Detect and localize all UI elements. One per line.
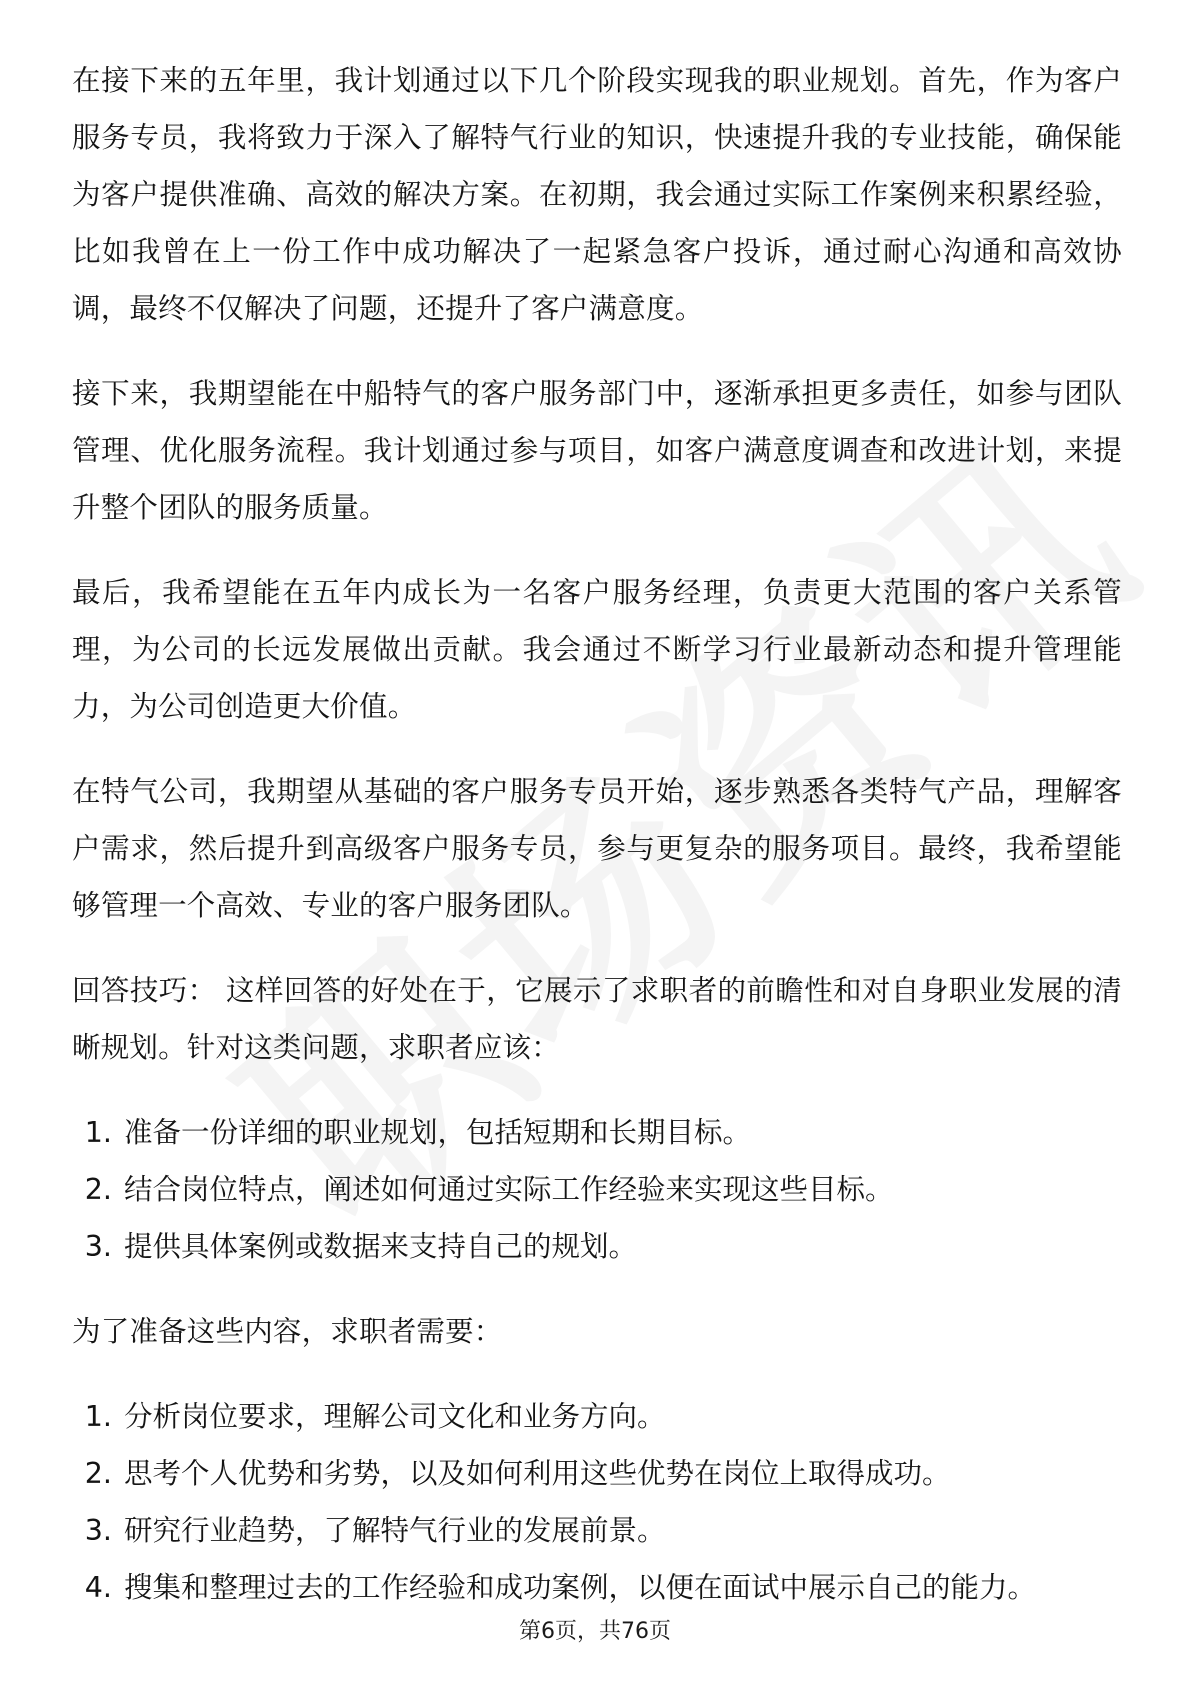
paragraph-1: 在接下来的五年里，我计划通过以下几个阶段实现我的职业规划。首先，作为客户服务专员，我将致力于深入了解特气行业的知识，快速提升我的专业技能，确保能为客户提供准确、高效的解决方案。在初期，我会通过实际工作案例来积累经验，比如我曾在上一份工作中成功解决了一起紧急客户投诉，通过耐心沟通和高效协调，最终不仅解决了问题，还提升了客户满意度。 bbox=[72, 64, 1122, 325]
answer-tips-paragraph: 回答技巧： 这样回答的好处在于，它展示了求职者的前瞻性和对自身职业发展的清晰规划。针对这类问题，求职者应该： bbox=[72, 974, 1122, 1064]
list-item-text: 提供具体案例或数据来支持自己的规划。 bbox=[124, 1230, 638, 1263]
page-number-footer: 第6页，共76页 bbox=[519, 1619, 671, 1644]
list-item-text: 结合岗位特点，阐述如何通过实际工作经验来实现这些目标。 bbox=[124, 1173, 894, 1206]
list-item bbox=[72, 1559, 1122, 1616]
list-item-text: 分析岗位要求，理解公司文化和业务方向。 bbox=[124, 1400, 666, 1433]
paragraph-2: 接下来，我期望能在中船特气的客户服务部门中，逐渐承担更多责任，如参与团队管理、优化服务流程。我计划通过参与项目，如客户满意度调查和改进计划，来提升整个团队的服务质量。 bbox=[72, 377, 1122, 524]
document-body bbox=[72, 52, 1122, 1644]
list-item-text: 搜集和整理过去的工作经验和成功案例，以便在面试中展示自己的能力。 bbox=[124, 1571, 1037, 1604]
paragraph-3: 最后，我希望能在五年内成长为一名客户服务经理，负责更大范围的客户关系管理，为公司的长远发展做出贡献。我会通过不断学习行业最新动态和提升管理能力，为公司创造更大价值。 bbox=[72, 576, 1122, 723]
list-number: 4. bbox=[84, 1571, 112, 1604]
list-item-text: 思考个人优势和劣势，以及如何利用这些优势在岗位上取得成功。 bbox=[124, 1457, 951, 1490]
list-item bbox=[72, 1218, 1122, 1275]
list-item bbox=[72, 1388, 1122, 1445]
list-item bbox=[72, 1445, 1122, 1502]
preparation-list bbox=[72, 1388, 1122, 1616]
list-item bbox=[72, 1161, 1122, 1218]
list-item-text: 研究行业趋势，了解特气行业的发展前景。 bbox=[124, 1514, 666, 1547]
tips-list bbox=[72, 1104, 1122, 1275]
list-number: 3. bbox=[84, 1514, 112, 1547]
list-number: 2. bbox=[84, 1457, 112, 1490]
paragraph-4: 在特气公司，我期望从基础的客户服务专员开始，逐步熟悉各类特气产品，理解客户需求，然后提升到高级客户服务专员，参与更复杂的服务项目。最终，我希望能够管理一个高效、专业的客户服务团队。 bbox=[72, 775, 1122, 922]
list-number: 3. bbox=[84, 1230, 112, 1263]
list-item bbox=[72, 1104, 1122, 1161]
preparation-intro: 为了准备这些内容，求职者需要： bbox=[72, 1315, 503, 1348]
list-number: 1. bbox=[84, 1400, 112, 1433]
list-item-text: 准备一份详细的职业规划，包括短期和长期目标。 bbox=[124, 1116, 752, 1149]
list-number: 2. bbox=[84, 1173, 112, 1206]
list-number: 1. bbox=[84, 1116, 112, 1149]
list-item bbox=[72, 1502, 1122, 1559]
